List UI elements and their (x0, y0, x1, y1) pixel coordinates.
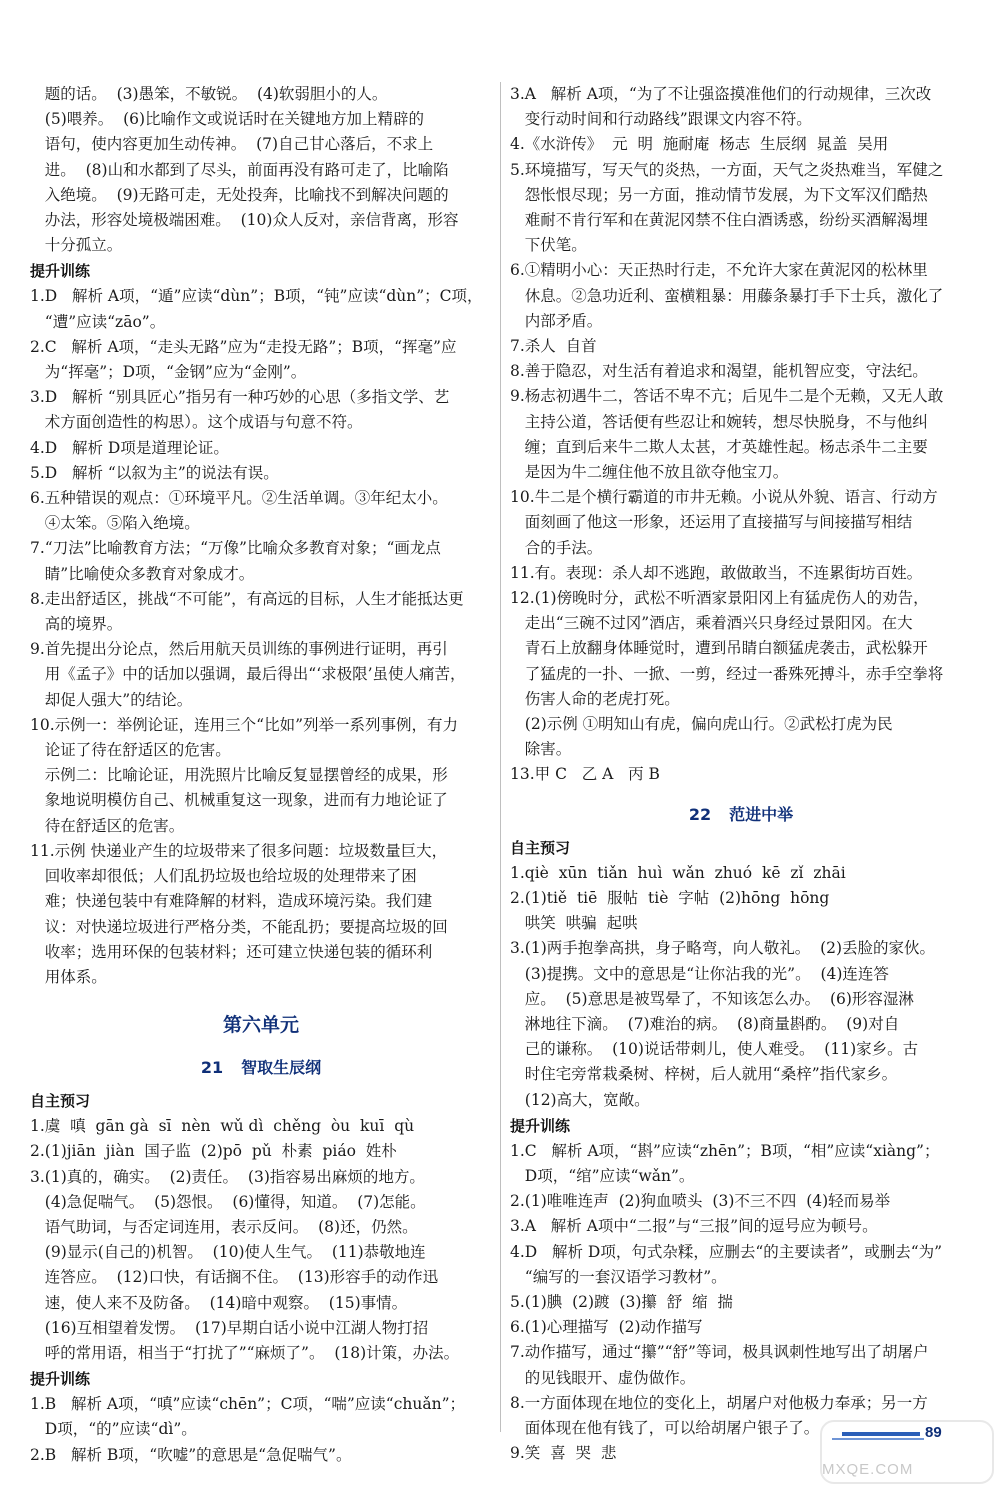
answer-line: 4.《水浒传》 元 明 施耐庵 杨志 生辰纲 晁盖 吴用 (510, 135, 889, 154)
page-number: 89 (925, 1424, 942, 1441)
answer-line: 示例二：比喻论证，用洗照片比喻反复显摆曾经的成果，形 (30, 766, 448, 785)
answer-line: 9.杨志初遇牛二，答话不卑不亢；后见牛二是个无赖，又无人敢 (510, 387, 944, 406)
answer-line: 速，使人来不及防备。 (14)暗中观察。 (15)事情。 (30, 1293, 408, 1312)
section-heading-zizhu: 自主预习 (30, 1092, 91, 1111)
answer-line: 2.C 解析 A项，“走头无路”应为“走投无路”；B项，“挥毫”应 (30, 337, 457, 356)
answer-line: (9)显示(自己的)机智。 (10)使人生气。 (11)恭敬地连 (30, 1243, 426, 1262)
answer-line: 收率；选用环保的包装材料；还可建立快递包装的循环利 (30, 942, 433, 961)
zizhu-block-right (510, 861, 972, 1113)
answer-line: 11.示例 快递业产生的垃圾带来了很多问题：垃圾数量巨大， (30, 841, 448, 860)
text-line: 进。 (8)山和水都到了尽头，前面再没有路可走了，比喻陷 (30, 160, 449, 179)
answer-line: 走出“三碗不过冈”酒店，乘着酒兴只身经过景阳冈。在大 (510, 614, 913, 633)
answer-line: 6.(1)心理描写 (2)动作描写 (510, 1318, 703, 1337)
lesson-21-heading (30, 1055, 492, 1078)
answer-line: 除害。 (510, 740, 572, 759)
answer-line: 5.环境描写，写天气的炎热，一方面，天气之炎热难当，军健之 (510, 160, 944, 179)
answer-line: 象地说明模仿自己、机械重复这一现象，进而有力地论证了 (30, 791, 448, 810)
answer-line: 难；快递包装中有难降解的材料，造成环境污染。我们建 (30, 892, 433, 911)
answer-line: 8.一方面体现在地位的变化上，胡屠户对他极力奉承；另一方 (510, 1393, 928, 1412)
answer-line: 时住宅旁常栽桑树、梓树，后人就用“桑梓”指代家乡。 (510, 1065, 898, 1084)
answer-line: 3.A 解析 A项中“二报”与“三报”间的逗号应为顿号。 (510, 1217, 878, 1236)
section-heading-tisheng: 提升训练 (510, 1116, 571, 1135)
answer-line: 9.笑 喜 哭 悲 (510, 1444, 617, 1463)
answer-line: (3)提携。文中的意思是“让你沾我的光”。 (4)连连答 (510, 964, 889, 983)
answer-line: ④太笨。⑤陷入绝境。 (30, 514, 200, 533)
answer-line: 了猛虎的一扑、一掀、一剪，经过一番殊死搏斗，赤手空拳将 (510, 664, 944, 683)
answer-line: 11.有。表现：杀人却不逃跑，敢做敢当，不连累街坊百姓。 (510, 563, 923, 582)
answer-line: 7.“刀法”比喻教育方法；“万像”比喻众多教育对象；“画龙点 (30, 539, 441, 558)
answer-line: 用体系。 (30, 967, 107, 986)
answer-line: 4.D 解析 D项是道理论证。 (30, 438, 229, 457)
lesson-number: 21 (200, 1058, 224, 1078)
answer-line: 1.qiè xūn tiǎn huì wǎn zhuó kē zǐ zhāi (510, 863, 846, 882)
text-line: 题的话。 (3)愚笨，不敏锐。 (4)软弱胆小的人。 (30, 85, 388, 103)
tisheng-block (30, 284, 492, 990)
answer-line: 是因为牛二缠住他不放且欲夺他宝刀。 (510, 463, 789, 482)
answer-line: (16)互相望着发愣。 (17)早期白话小说中江湖人物打招 (30, 1318, 429, 1337)
tisheng-block-right (510, 1139, 972, 1467)
unit-title: 第六单元 (222, 1014, 299, 1037)
answer-line: 3.(1)真的，确实。 (2)责任。 (3)指容易出麻烦的地方。 (30, 1167, 425, 1186)
answer-line: 1.D 解析 A项，“遁”应读“dùn”；B项，“钝”应读“dùn”；C项， (30, 287, 483, 306)
answer-line: D项，“的”应读“dì”。 (30, 1420, 197, 1439)
answer-line: 6.①精明小心：天正热时行走，不允许大家在黄泥冈的松林里 (510, 261, 928, 280)
answer-line: 7.杀人 自首 (510, 337, 597, 356)
answer-line: 5.(1)腆 (2)踱 (3)攥 舒 缩 揣 (510, 1292, 733, 1311)
answer-line: 论证了待在舒适区的危害。 (30, 741, 231, 760)
answer-line: 2.(1)jiān jiàn 国子监 (2)pō pǔ 朴素 piáo 姓朴 (30, 1142, 397, 1161)
intro-block (30, 82, 492, 258)
answer-line: 难耐不肯行军和在黄泥冈禁不住白酒诱惑，纷纷买酒解渴埋 (510, 211, 928, 230)
answer-line: 13.甲 C 乙 A 丙 B (510, 765, 660, 784)
answer-line: 用《孟子》中的话加以强调，最后得出“‘求极限’虽使人痛苦， (30, 665, 466, 684)
answer-line: 己的谦称。 (10)说话带刺儿，使人难受。 (11)家乡。古 (510, 1040, 919, 1059)
right-column (510, 82, 972, 1466)
text-line: 入绝境。 (9)无路可走，无处投奔，比喻找不到解决问题的 (30, 185, 449, 204)
answer-line: 7.动作描写，通过“攥”“舒”等词，极具讽刺性地写出了胡屠户 (510, 1343, 929, 1362)
answer-line: 哄笑 哄骗 起哄 (510, 914, 638, 933)
answer-line: 待在舒适区的危害。 (30, 816, 185, 835)
text-line: 办法，形容处境极端困难。 (10)众人反对，亲信背离，形容 (30, 211, 459, 230)
answer-line: 3.D 解析 “别具匠心”指另有一种巧妙的心思（多指文学、艺 (30, 388, 450, 407)
answer-line: 10.牛二是个横行霸道的市井无赖。小说从外貌、语言、行动方 (510, 488, 938, 507)
answer-line: 12.(1)傍晚时分，武松不听酒家景阳冈上有猛虎伤人的劝告， (510, 589, 929, 608)
text-line: (5)喂养。 (6)比喻作文或说话时在关键地方加上精辟的 (30, 110, 425, 129)
answer-line: 内部矛盾。 (510, 311, 603, 330)
answer-line: 呼的常用语，相当于“打扰了”“麻烦了”。 (18)计策，办法。 (30, 1343, 460, 1362)
answer-line: 主持公道，答话便有些忍让和婉转，想尽快脱身，不与他纠 (510, 412, 928, 431)
lesson-title: 智取生辰纲 (241, 1058, 322, 1078)
answer-line: 怨怅恨尽现；另一方面，推动情节发展，为下文军汉们酷热 (510, 185, 928, 204)
text-line: 语句，使内容更加生动传神。 (7)自己甘心落后，不求上 (30, 135, 434, 154)
answer-line: 睛”比喻使众多教育对象成才。 (30, 564, 255, 583)
answer-line: (4)急促喘气。 (5)怨恨。 (6)懂得，知道。 (7)怎能。 (30, 1192, 426, 1211)
column-divider (500, 82, 501, 1432)
answer-line: 语气助词，与否定词连用，表示反问。 (8)还，仍然。 (30, 1217, 418, 1236)
tisheng2-block (30, 1392, 492, 1468)
left-column (30, 82, 492, 1468)
answer-line: D项，“绾”应读“wǎn”。 (510, 1166, 695, 1185)
answer-line: 4.D 解析 D项，句式杂糅，应删去“的主要读者”，或删去“为” (510, 1242, 943, 1261)
lesson-title: 范进中举 (729, 804, 794, 824)
answer-line: 的见钱眼开、虚伪做作。 (510, 1368, 696, 1387)
answer-line: 休息。②急功近利、蛮横粗暴：用藤条暴打手下士兵，激化了 (510, 286, 944, 305)
answer-line: 连答应。 (12)口快，有话搁不住。 (13)形容手的动作迅 (30, 1268, 439, 1287)
section-heading-tisheng: 提升训练 (30, 262, 91, 281)
answer-line: “遭”应读“zāo”。 (30, 312, 166, 331)
zizhu-block (30, 1114, 492, 1366)
answer-line: 下伏笔。 (510, 236, 587, 255)
answer-line: 8.善于隐忍，对生活有着追求和渴望，能机智应变，守法纪。 (510, 362, 928, 381)
answer-line: 5.D 解析 “以叙为主”的说法有误。 (30, 463, 279, 482)
answer-line: 青石上放翻身体睡觉时，遭到吊睛白额猛虎袭击，武松躲开 (510, 639, 928, 658)
answer-line: 变行动时间和行动路线”跟课文内容不符。 (510, 110, 812, 129)
answer-line: 3.(1)两手抱拳高拱，身子略弯，向人敬礼。 (2)丢脸的家伙。 (510, 939, 936, 958)
answer-line: 应。 (5)意思是被骂晕了，不知该怎么办。 (6)形容湿淋 (510, 989, 914, 1008)
answer-line: 合的手法。 (510, 538, 603, 557)
answer-line: 3.A 解析 A项，“为了不让强盗摸准他们的行动规律，三次改 (510, 85, 932, 103)
answer-line: 面体现在他有钱了，可以给胡屠户银子了。 (510, 1418, 820, 1437)
answer-line: 6.五种错误的观点：①环境平凡。②生活单调。③年纪太小。 (30, 489, 448, 508)
text-line: 十分孤立。 (30, 236, 123, 255)
lesson-22-heading (510, 802, 972, 825)
answer-line: 伤害人命的老虎打死。 (510, 689, 680, 708)
lesson-number: 22 (688, 804, 712, 824)
answer-line: 面刻画了他这一形象，还运用了直接描写与间接描写相结 (510, 513, 913, 532)
answer-line: 2.(1)唯唯连声 (2)狗血喷头 (3)不三不四 (4)轻而易举 (510, 1192, 891, 1211)
answer-line: 却促人强大”的结论。 (30, 690, 193, 709)
answer-line: 缠；直到后来牛二欺人太甚，才英雄性起。杨志杀牛二主要 (510, 437, 928, 456)
answer-line: 2.(1)tiě tiē 服帖 tiè 字帖 (2)hōng hōng (510, 888, 830, 907)
answer-line: 1.B 解析 A项，“嗔”应读“chēn”；C项，“喘”应读“chuǎn”； (30, 1395, 466, 1414)
answer-line: 淋地往下滴。 (7)难治的病。 (8)商量斟酌。 (9)对自 (510, 1014, 900, 1033)
answer-line: 高的境界。 (30, 615, 123, 634)
section-heading-tisheng: 提升训练 (30, 1370, 91, 1389)
answer-line: 9.首先提出分论点，然后用航天员训练的事例进行证明，再引 (30, 640, 448, 659)
answer-line: 术方面创造性的构思）。这个成语与句意不符。 (30, 413, 363, 432)
answer-line: 8.走出舒适区，挑战“不可能”，有高远的目标，人生才能抵达更 (30, 589, 464, 608)
answer-line: 议：对快递垃圾进行严格分类，不能乱扔；要提高垃圾的回 (30, 917, 448, 936)
answer-line: 回收率却很低；人们乱扔垃圾也给垃圾的处理带来了困 (30, 867, 417, 886)
answer-line: 10.示例一：举例论证，连用三个“比如”列举一系列事例，有力 (30, 715, 459, 734)
answer-line: (2)示例 ①明知山有虎，偏向虎山行。②武松打虎为民 (510, 715, 893, 734)
answer-line: “编写的一套汉语学习教材”。 (510, 1267, 727, 1286)
answer-line: 1.C 解析 A项，“斟”应读“zhēn”；B项，“相”应读“xiàng”； (510, 1141, 940, 1160)
answer-line: (12)高大，宽敞。 (510, 1090, 650, 1109)
answer-line: 1.虞 嗔 gān gà sī nèn wǔ dì chěng òu kuī qù (30, 1117, 415, 1136)
answer-line: 为“挥毫”；D项，“金钢”应为“金刚”。 (30, 363, 307, 382)
watermark-text: MXQE.COM (822, 1461, 914, 1478)
right-top-block (510, 82, 972, 788)
section-heading-zizhu: 自主预习 (510, 838, 571, 857)
answer-line: 2.B 解析 B项，“吹嘘”的意思是“急促喘气”。 (30, 1445, 352, 1464)
